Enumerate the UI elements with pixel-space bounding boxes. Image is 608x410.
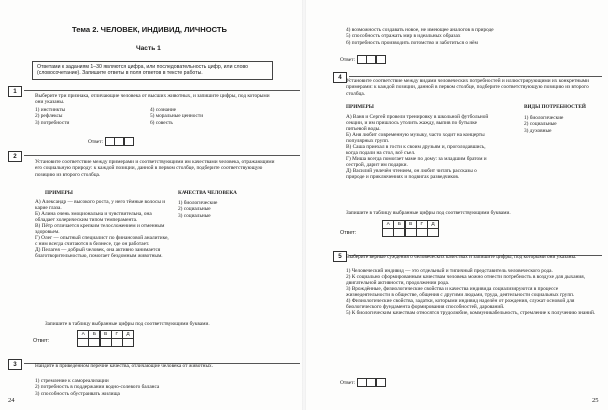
letter-cell: В (405, 220, 417, 229)
answer-label: Ответ: (340, 379, 356, 386)
q5-statements (346, 268, 600, 316)
q2-quality: 1) биологические (178, 200, 218, 206)
q1-text: Выберите три признака, отличающие человека от высших животных, и запишите цифры, под которыми они указаны. (35, 93, 270, 106)
letter-cell: А (382, 220, 394, 229)
q4-instruction-after: Запишите в таблицу выбранные цифры под соответствующими буквами. (346, 210, 511, 216)
q4-example: Г) Миша всегда помогает маме по дому: за младшим братом и сестрой, дарит им подарки. (346, 156, 487, 168)
answer-label: Ответ: (88, 138, 104, 145)
q1-option: 2) рефлексы (35, 113, 63, 120)
q5-statement: 3) Врождённые, физиологические свойства и качества индивида социализируются в процессе жизнедеятельности в обществе, общения с другими людьми, труда, деятельности социальных групп. (346, 286, 575, 298)
q3-option: 1) стремление к самореализации (35, 378, 109, 384)
q5-text: Выберите верные суждения о человеческих качествах и запишите цифры, под которыми они указаны. (346, 254, 577, 260)
q4-col-needs: ВИДЫ ПОТРЕБНОСТЕЙ (524, 104, 586, 110)
question-number-3: 3 (8, 359, 22, 370)
question-number-2: 2 (8, 151, 22, 162)
right-page (306, 0, 608, 410)
answer-label: Ответ: (340, 230, 357, 236)
q3-continued-options (346, 27, 596, 46)
q4-need: 1) биологические (524, 115, 564, 121)
answer-cell[interactable] (405, 228, 417, 237)
answer-cell[interactable] (382, 228, 394, 237)
question-divider (24, 90, 300, 91)
question-number-5: 5 (333, 251, 347, 262)
question-divider (349, 76, 602, 77)
theme-title: Тема 2. ЧЕЛОВЕК, ИНДИВИД, ЛИЧНОСТЬ (72, 25, 228, 34)
q2-text: Установите соответствие между примерами и соответствующими им качествами человека, отражающими его социальную природу: к каждой позиции, данной в первом столбце, подберите соответствующую позицию из второго столбца. (35, 159, 275, 178)
q4-text: Установите соответствие между видами человеческих потребностей и иллюстрирующими их конкретными примерами: к каждой позиции, данной в первом столбце, подберите соответствующую позицию из второго столбца. (346, 78, 589, 97)
q1-option: 5) моральные ценности (150, 113, 204, 120)
q1-option: 1) инстинкты (35, 107, 66, 113)
q4-examples (346, 114, 494, 180)
q5-answer-row (340, 378, 386, 387)
q4-need: 2) социальные (524, 121, 557, 128)
q2-col-qualities: КАЧЕСТВА ЧЕЛОВЕКА (178, 190, 237, 196)
q3-option: 3) способность обустраивать жилища (35, 390, 120, 397)
answer-cell[interactable] (122, 338, 134, 347)
q4-col-examples: ПРИМЕРЫ (346, 104, 374, 110)
q4-example: Д) Василий увлечён чтением, он любит читать рассказы о природе и приключениях и подвигах разведчиков. (346, 168, 477, 180)
q3-option: 5) способность отражать мир в идеальных образах (346, 33, 461, 40)
part-title: Часть 1 (136, 45, 161, 52)
letter-cell: А (77, 330, 89, 339)
page-number-left: 24 (8, 397, 15, 404)
answer-cell[interactable] (77, 338, 89, 347)
answer-cell[interactable] (393, 228, 405, 237)
answer-cell[interactable] (376, 378, 386, 387)
q2-answer-table[interactable] (78, 330, 134, 347)
answer-label: Ответ: (340, 56, 356, 63)
page-number-right: 25 (592, 397, 599, 404)
q1-option: 6) совесть (150, 119, 173, 126)
q2-example: Б) Алина очень эмоциональна и чувствительна, она обладает холерическим типом темперамента. (35, 211, 152, 223)
answer-cell[interactable] (376, 55, 386, 64)
q2-example: В) Пётр отличается крепким телосложением и отменным здоровьем. (35, 223, 165, 235)
q5-statement: 4) Физиологические свойства, задатки, которыми индивид наделён от рождения, служат основой для биологического фундамента формирования способностей, дарований. (346, 298, 575, 310)
q3-answer-row (340, 55, 386, 64)
q5-statement: 1) Человеческий индивид — это отдельный и типичный представитель человеческого рода. (346, 268, 553, 274)
q2-example: Д) Пелагея — добрый человек, она активно занимается благотворительностью, помогает бездомным животным. (35, 247, 163, 259)
q3-option: 2) потребность в поддержании водно-солевого баланса (35, 384, 160, 391)
q5-answer-field[interactable] (358, 378, 386, 387)
q3-answer-field[interactable] (358, 55, 386, 64)
q4-example: А) Ваня и Сергей провели тренировку в школьной футбольной секции, и им пришлось утолить жажду, выпив по бутылке питьевой воды. (346, 114, 489, 132)
q3-option: 6) потребность производить потомство и заботиться о нём (346, 39, 478, 46)
answer-cell[interactable] (88, 338, 100, 347)
answer-cell[interactable] (427, 228, 439, 237)
q2-examples (35, 199, 169, 259)
q2-qualities (178, 200, 217, 219)
question-divider (24, 155, 300, 156)
q4-needs (524, 115, 563, 134)
letter-cell: В (100, 330, 112, 339)
q1-answer-field[interactable] (106, 137, 134, 146)
instruction-box: Ответами к заданиям 1–30 являются цифра, или последовательность цифр, или слово (словосочетание). Запишите ответы в поля ответов в тексте работы. (32, 61, 273, 80)
q3-text: Найдите в приведённом перечне качества, отличающие человека от животных. (35, 363, 213, 369)
q2-col-examples: ПРИМЕРЫ (45, 190, 73, 196)
answer-cell[interactable] (416, 228, 428, 237)
letter-cell: Б (393, 220, 405, 229)
answer-cell[interactable] (124, 137, 134, 146)
q1-options-left (35, 107, 69, 126)
letter-cell: Д (122, 330, 134, 339)
q4-example: В) Саша приехал в гости к своим друзьям и, проголодавшись, когда подали на стол, всё съел. (346, 144, 486, 156)
question-number-4: 4 (333, 72, 347, 83)
q3-options (35, 378, 159, 397)
question-number-1: 1 (8, 86, 22, 97)
q2-instruction-after: Запишите в таблицу выбранные цифры под соответствующими буквами. (45, 321, 210, 327)
q1-options-right (150, 107, 203, 126)
answer-cell[interactable] (111, 338, 123, 347)
q4-need: 3) духовные (524, 127, 552, 134)
answer-cell[interactable] (100, 338, 112, 347)
q5-statement: 2) К социально сформированным качествам человека можно отнести потребность в воздухе для дыхания, двигательной активности, продолжении рода. (346, 274, 586, 286)
q4-example: Б) Аня любит современную музыку, часто ходит на концерты популярных групп. (346, 132, 485, 144)
q1-option: 3) потребности (35, 119, 70, 126)
q4-answer-table[interactable] (383, 220, 439, 237)
q1-answer-row (88, 137, 134, 146)
left-page (0, 0, 302, 410)
q2-quality: 3) социальные (178, 212, 211, 219)
q1-option: 4) сознание (150, 107, 177, 113)
letter-cell: Г (111, 330, 123, 339)
letter-cell: Д (427, 220, 439, 229)
letter-cell: Г (416, 220, 428, 229)
q2-example: Г) Олег — опытный специалист по финансовой аналитике, с ним всегда считаются в бизнесе, где он работает. (35, 235, 169, 247)
answer-label: Ответ: (33, 338, 50, 344)
q5-statement: 5) К биологическим качествам относятся трудолюбие, коммуникабельность, стремление к получению знаний. (346, 310, 596, 316)
q2-example: А) Александр — высокого роста, у него тёмные волосы и карие глаза. (35, 199, 166, 211)
q3-option: 4) возможность создавать новое, не имеющее аналогов в природе (346, 27, 494, 33)
letter-cell: Б (88, 330, 100, 339)
q2-quality: 2) социальные (178, 206, 211, 213)
